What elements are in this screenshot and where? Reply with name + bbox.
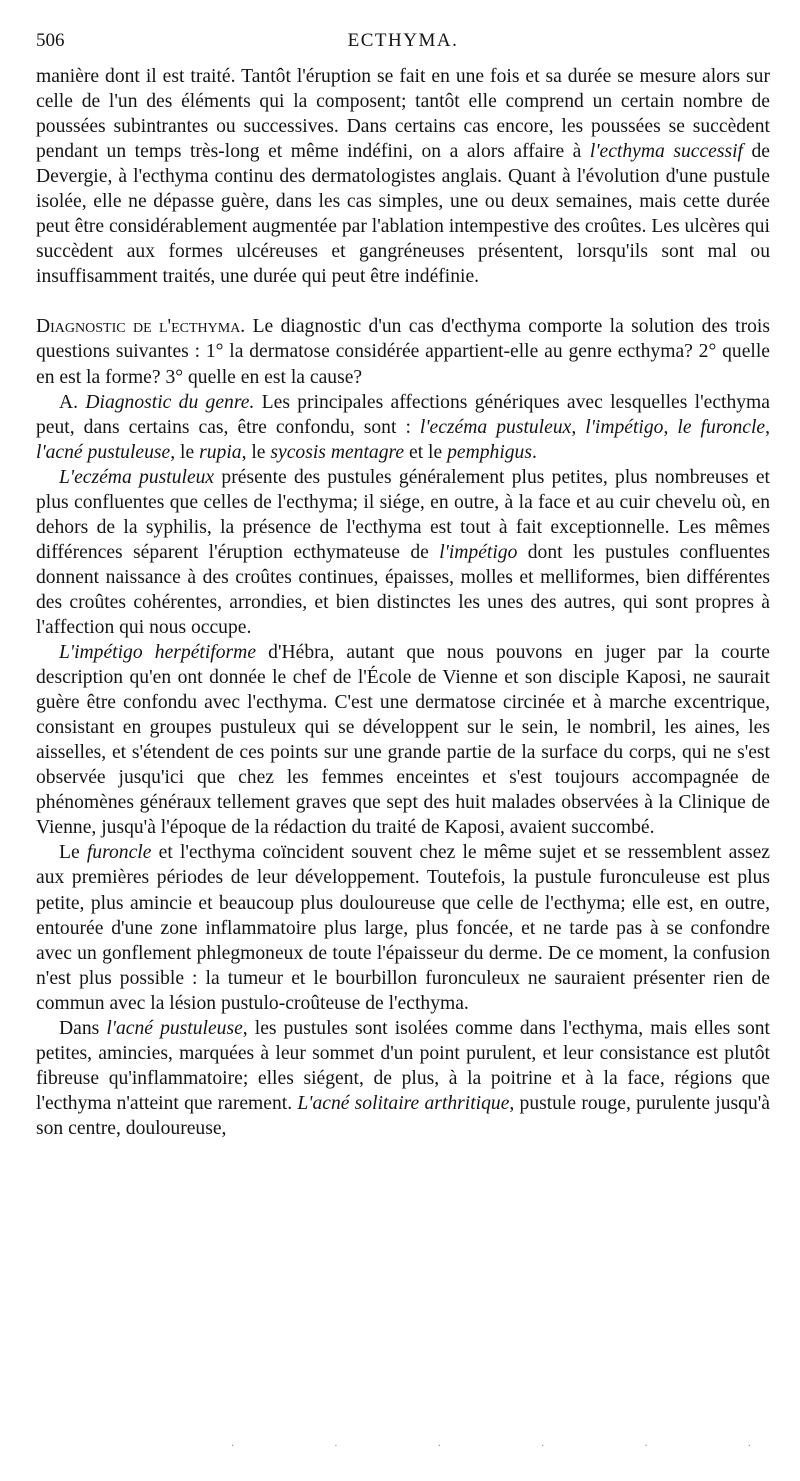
italic-term: l'impétigo bbox=[439, 541, 518, 563]
italic-term: l'eczéma pustuleux bbox=[419, 416, 572, 438]
italic-term: L'acné solitaire arthritique bbox=[297, 1092, 510, 1114]
italic-term: l'ecthyma successif bbox=[589, 141, 743, 163]
text-run: , bbox=[571, 416, 586, 438]
italic-term: l'acné pustuleuse bbox=[36, 441, 171, 463]
paragraph-diagnostic-genre bbox=[36, 390, 770, 465]
page-header bbox=[36, 30, 770, 56]
text-run: , bbox=[765, 416, 771, 438]
text-run: Dans bbox=[59, 1017, 107, 1039]
text-run: , bbox=[663, 416, 678, 438]
page-bottom-specks: · · · · · · bbox=[231, 1441, 751, 1452]
text-run: Les principales affections génériques avec lesquelles l'ecthyma peut, dans certains cas, être confondu, sont : bbox=[36, 391, 770, 438]
text-run: Le diagnostic d'un cas d'ecthyma comporte la solution des trois questions suivantes : 1° la dermatose considérée appartient-elle au genre ecthyma? 2° quelle en est la forme? 3° quelle en est la cause? bbox=[36, 316, 770, 388]
text-run: de Devergie, à l'ecthyma continu des dermatologistes anglais. Quant à l'évolution d'une pustule isolée, elle ne dépasse guère, dans les cas simples, une ou deux semaines, mais cette durée peut être considérablement augmentée par l'ablation intempestive des croûtes. Les ulcères qui succèdent aux formes ulcéreuses et gangréneuses présentent, lorsqu'ils sont mal ou insuffisamment traités, une durée qui peut être indéfinie. bbox=[36, 141, 770, 288]
italic-term: l'impétigo bbox=[585, 416, 664, 438]
text-run: , les pustules sont isolées comme dans l'ecthyma, mais elles sont petites, amincies, marquées à leur sommet d'un point purulent, et leur consistance est plutôt fibreuse qu'inflammatoire; elles siégent, de plus, à la poitrine et à la face, régions que l'ecthyma n'atteint que rarement. bbox=[36, 1017, 770, 1114]
text-run: d'Hébra, autant que nous pouvons en juger par la courte description qu'en ont donnée le chef de l'École de Vienne et son disciple Kaposi, ne saurait guère être confondu avec l'ecthyma. C'est une dermatose circinée et à marche excentrique, consistant en groupes pustuleux qui se développent sur le sein, le nombril, les aines, les aisselles, et s'étendent de ces points sur une grande partie de la surface du corps, qui ne s'est observée jusqu'ici que chez les femmes enceintes et s'est toujours accompagnée de phénomènes généraux tellement graves que sept des huit malades observées à la Clinique de Vienne, jusqu'à l'époque de la rédaction du traité de Kaposi, avaient succombé. bbox=[36, 642, 770, 839]
paragraph-eczema-pustuleux bbox=[36, 465, 770, 640]
text-run: et l'ecthyma coïncident souvent chez le même sujet et se ressemblent assez aux premières périodes de leur développement. Toutefois, la pustule furonculeuse est plus petite, plus amincie et beaucoup plus douloureuse que celle de l'ecthyma; elle est, en outre, entourée d'une zone inflammatoire plus large, plus foncée, et ne tarde pas à se confondre avec un gonflement phlegmoneux de toute l'épaisseur du derme. De ce moment, la confusion n'est plus possible : la tumeur et le bourbillon furonculeux ne sauraient présenter rien de commun avec la lésion pustulo-croûteuse de l'ecthyma. bbox=[36, 842, 770, 1014]
text-run: Le bbox=[59, 842, 87, 864]
page-body bbox=[36, 64, 770, 1141]
book-page bbox=[36, 0, 770, 1481]
section-heading: Diagnostic de l'ecthyma. bbox=[36, 316, 246, 338]
italic-term: L'eczéma pustuleux bbox=[59, 466, 215, 488]
paragraph-acne-pustuleuse bbox=[36, 1016, 770, 1141]
page-number: 506 bbox=[36, 30, 65, 51]
running-head: ECTHYMA. bbox=[347, 30, 459, 51]
paragraph-impetigo-herpetiforme bbox=[36, 640, 770, 840]
text-run: manière dont il est traité. Tantôt l'éruption se fait en une fois et sa durée se mesure alors sur celle de l'un des éléments qui la composent; tantôt elle comprend un certain nombre de poussées subintrantes ou successives. Dans certains cas encore, les poussées se succèdent pendant un temps très-long et même indéfini, on a alors affaire à bbox=[36, 66, 770, 163]
paragraph-evolution-duration bbox=[36, 64, 770, 289]
italic-term: L'impétigo herpétiforme bbox=[59, 642, 257, 664]
text-run: et le bbox=[404, 441, 448, 463]
text-run: présente des pustules généralement plus petites, plus nombreuses et plus confluentes que celles de l'ecthyma; il siége, en outre, à la face et au cuir chevelu où, en dehors de la syphilis, la présence de l'ecthyma est tout à fait exceptionnelle. Les mêmes différences séparent l'éruption ecthymateuse de bbox=[36, 466, 770, 563]
italic-term: Diagnostic du genre. bbox=[85, 391, 255, 413]
italic-term: rupia bbox=[199, 441, 242, 463]
paragraph-furoncle bbox=[36, 840, 770, 1015]
italic-term: pemphigus bbox=[447, 441, 532, 463]
italic-term: l'acné pustuleuse bbox=[106, 1017, 243, 1039]
paragraph-diagnostic-intro bbox=[36, 314, 770, 389]
text-run: A. bbox=[59, 391, 86, 413]
text-run: . bbox=[531, 441, 537, 463]
italic-term: furoncle bbox=[86, 842, 152, 864]
italic-term: le furoncle bbox=[677, 416, 766, 438]
text-run: dont les pustules confluentes donnent naissance à des croûtes continues, épaisses, molles et melliformes, bien différentes des croûtes cohérentes, arrondies, et bien distinctes les unes des autres, qui sont propres à l'affection qui nous occupe. bbox=[36, 541, 770, 638]
text-run: , pustule rouge, purulente jusqu'à son centre, douloureuse, bbox=[36, 1092, 770, 1139]
text-run: , le bbox=[170, 441, 200, 463]
italic-term: sycosis mentagre bbox=[270, 441, 405, 463]
text-run: , le bbox=[241, 441, 271, 463]
